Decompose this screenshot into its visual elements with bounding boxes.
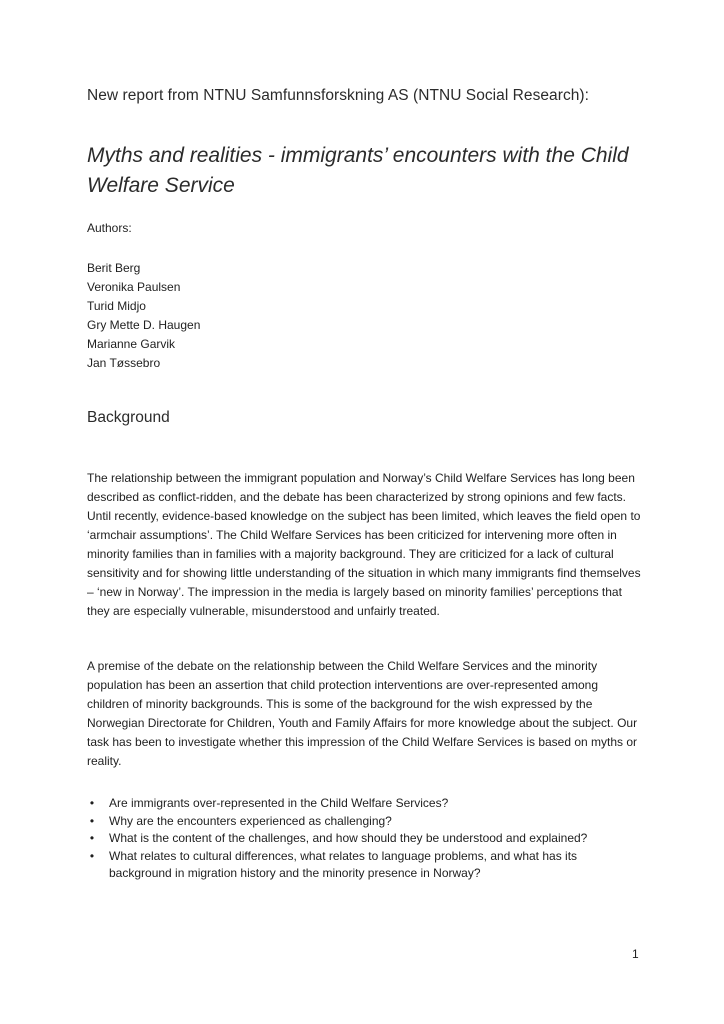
paragraph-1: The relationship between the immigrant population and Norway’s Child Welfare Services has long been described as conflict-ridden, and the debate has been characterized by strong opinions and few facts. Until recently, evidence-based knowledge on the subject has been limited, which leaves the field open to ‘armchair assumptions’. The Child Welfare Services has been criticized for intervening more often in minority families than in families with a majority background. They are criticized for a lack of cultural sensitivity and for showing little understanding of the situation in which many immigrants find themselves – ‘new in Norway’. The impression in the media is largely based on minority families’ perceptions that they are especially vulnerable, misunderstood and unfairly treated. [87,471,641,618]
authors-list [87,259,200,373]
list-item [87,813,643,831]
bullet-icon: • [89,848,95,863]
page-number: 1 [632,947,639,961]
question-list [87,795,643,883]
author-name: Marianne Garvik [87,337,176,351]
list-item-text: Why are the encounters experienced as challenging? [109,813,392,828]
report-title: Myths and realities - immigrants’ encounters with the Child Welfare Service [87,144,629,197]
list-item-text: Are immigrants over-represented in the Child Welfare Services? [109,796,449,810]
paragraph-2: A premise of the debate on the relationship between the Child Welfare Services and the minority population has been an assertion that child protection interventions are over-represented among children of minority backgrounds. This is some of the background for the wish expressed by the Norwegian Directorate for Children, Youth and Family Affairs for more knowledge about the subject. Our task has been to investigate whether this impression of the Child Welfare Services is based on myths or reality. [87,659,638,768]
bullet-icon: • [89,796,95,810]
intro-line: New report from NTNU Samfunnsforskning AS (NTNU Social Research): [87,87,589,104]
list-item [87,848,643,883]
author-name: Gry Mette D. Haugen [87,318,201,332]
author-name: Jan Tøssebro [87,356,161,370]
list-item-text: What is the content of the challenges, and how should they be understood and explained? [109,831,588,845]
section-heading-background: Background [87,409,170,426]
author-name: Veronika Paulsen [87,280,181,294]
list-item [87,830,643,848]
author-name: Turid Midjo [87,299,146,313]
list-item-text: What relates to cultural differences, what relates to language problems, and what has its background in migration history and the minority presence in Norway? [109,848,578,880]
list-item [87,795,643,813]
bullet-icon: • [89,813,95,828]
authors-label: Authors: [87,221,132,235]
author-name: Berit Berg [87,261,141,275]
bullet-icon: • [89,831,95,845]
